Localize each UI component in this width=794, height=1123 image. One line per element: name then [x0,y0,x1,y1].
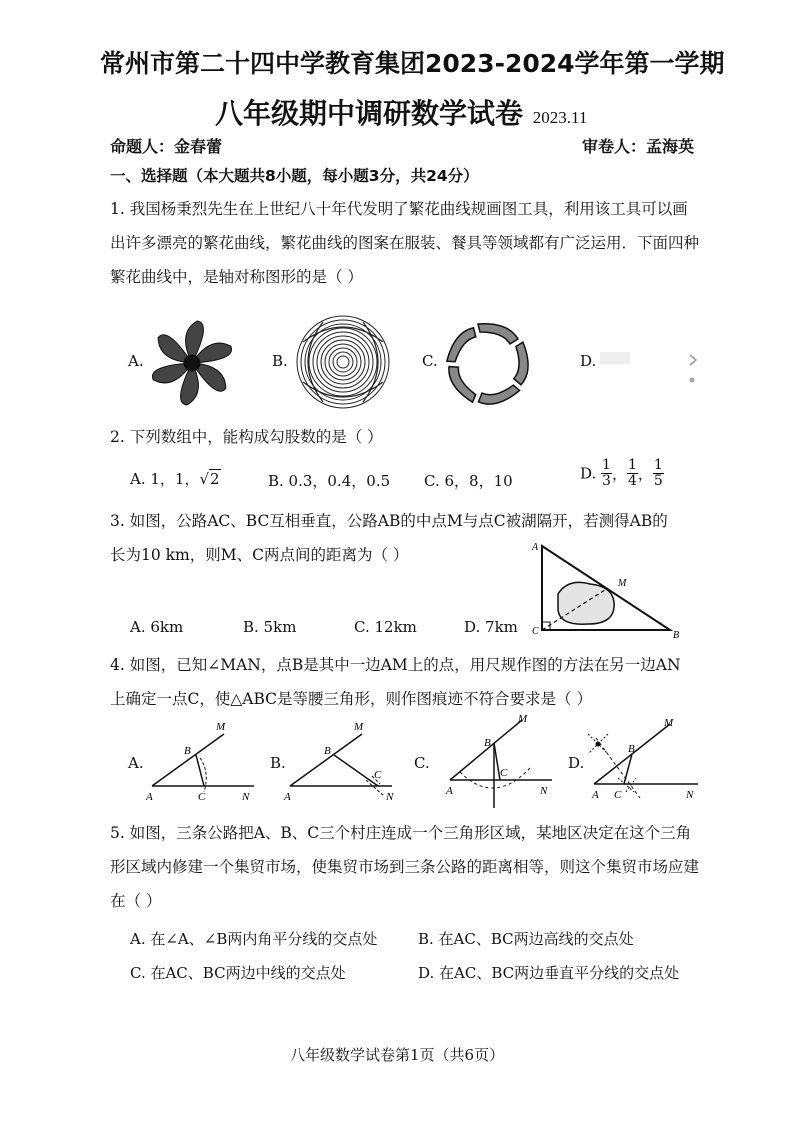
section-heading: 一、选择题（本大题共8小题，每小题3分，共24分） [110,167,479,185]
q5-option-b: B. 在AC、BC两边高线的交点处 [418,930,634,948]
svg-text:M: M [354,721,364,733]
q3-line: 长为10 km，则M、C两点间的距离为（ ） [110,546,409,564]
q2-option-c: C. 6，8，10 [424,472,513,490]
fraction: $\frac{1}{4}$ [627,457,637,489]
q1-option-b-spiral-figure [292,312,394,412]
q2-option-d: D. $\frac{1}{3}$ ， $\frac{1}{4}$ ， $\frac{1}{5}$ [580,457,663,489]
fraction: $\frac{1}{3}$ [602,457,611,489]
svg-text:M: M [664,717,674,729]
svg-text:N: N [540,785,548,797]
q1-option-b-label: B. [272,352,288,370]
svg-text:B: B [628,743,635,755]
vertex-c-label: C [532,626,539,637]
q4-option-a-label: A. [128,754,144,772]
question-5 [110,816,790,918]
q3-line: 3. 如图，公路AC、BC互相垂直，公路AB的中点M与点C被湖隔开，若测得AB的 [110,512,668,530]
exam-date: 2023.11 [532,108,588,127]
question-3 [110,504,790,572]
svg-text:B: B [484,737,491,749]
svg-text:M: M [518,713,528,725]
question-1 [110,192,790,294]
q3-option-d: D. 7km [464,618,518,636]
q1-option-c-label: C. [422,352,438,370]
q5-option-a: A. 在∠A、∠B两内角平分线的交点处 [130,930,378,948]
exam-title: 八年级期中调研数学试卷 [215,97,524,130]
svg-text:N: N [386,791,394,803]
q4-option-c-label: C. [414,754,430,772]
q2-option-d-label: D. [580,464,597,483]
q5-line: 在（ ） [110,892,162,910]
q5-option-c: C. 在AC、BC两边中线的交点处 [130,964,346,982]
svg-text:B: B [324,745,331,757]
svg-text:N: N [242,791,250,803]
q4-line: 上确定一点C，使△ABC是等腰三角形，则作图痕迹不符合要求是（ ） [110,690,592,708]
q4-line: 4. 如图，已知∠MAN，点B是其中一边AM上的点，用尺规作图的方法在另一边AN [110,656,681,674]
q1-option-c-ribbon-figure [438,318,538,410]
svg-text:M: M [216,721,226,733]
q3-option-a: A. 6km [130,618,184,636]
question-4 [110,648,790,716]
vertex-b-label: B [673,630,680,640]
q5-line: 形区域内修建一个集贸市场，使集贸市场到三条公路的距离相等，则这个集贸市场应建 [110,858,700,876]
q5-line: 5. 如图，三条公路把A、B、C三个村庄连成一个三角形区域，某地区决定在这个三角 [110,824,692,842]
exam-title-line2 [215,92,587,132]
q2-option-a-label: A. [130,470,146,488]
q1-line: 繁花曲线中，是轴对称图形的是（ ） [110,268,363,286]
q5-option-d: D. 在AC、BC两边垂直平分线的交点处 [418,964,680,982]
svg-text:A: A [146,791,153,803]
q4-option-d-figure [582,712,704,804]
svg-text:A: A [284,791,291,803]
q3-lake-figure [528,538,688,640]
svg-text:A: A [446,785,453,797]
q1-option-d-label: D. [580,352,597,370]
fraction: $\frac{1}{5}$ [653,457,663,489]
q2-option-a-text: 1，1， [150,470,200,488]
svg-text:B: B [184,745,191,757]
q1-option-a-label: A. [128,352,144,370]
q1-option-a-flower-figure [145,318,240,408]
page-footer: 八年级数学试卷第1页（共6页） [290,1046,505,1064]
q4-option-b-label: B. [270,754,286,772]
q2-option-b: B. 0.3，0.4，0.5 [268,472,391,490]
q3-option-c: C. 12km [354,618,417,636]
q4-option-d-label: D. [568,754,585,772]
setter: 命题人：金春蕾 [110,137,223,156]
sqrt-symbol: √2 [199,470,220,488]
svg-text:C: C [198,791,206,803]
midpoint-m-label: M [618,578,627,589]
q2-option-a [130,468,221,489]
q1-option-d-faint-figure [598,340,708,390]
svg-text:A: A [592,789,599,801]
q4-option-a-figure [144,718,264,804]
q1-line: 1. 我国杨秉烈先生在上世纪八十年代发明了繁花曲线规画图工具，利用该工具可以画 [110,200,688,218]
q1-line: 出许多漂亮的繁花曲线，繁花曲线的图案在服装、餐具等领域都有广泛运用．下面四种 [110,234,700,252]
q4-option-b-figure [282,718,402,804]
svg-text:C: C [374,769,382,781]
svg-text:N: N [686,789,694,801]
svg-text:C: C [614,789,622,801]
q3-option-b: B. 5km [243,618,297,636]
reviewer: 审卷人：孟海英 [582,137,695,156]
exam-title-line1: 常州市第二十四中学教育集团2023-2024学年第一学期 [100,49,725,78]
question-2-stem: 2. 下列数组中，能构成勾股数的是（ ） [110,428,383,446]
radicand: 2 [210,470,220,488]
svg-text:C: C [500,767,508,779]
vertex-a-label: A [532,542,539,553]
q4-option-c-figure [442,712,562,812]
